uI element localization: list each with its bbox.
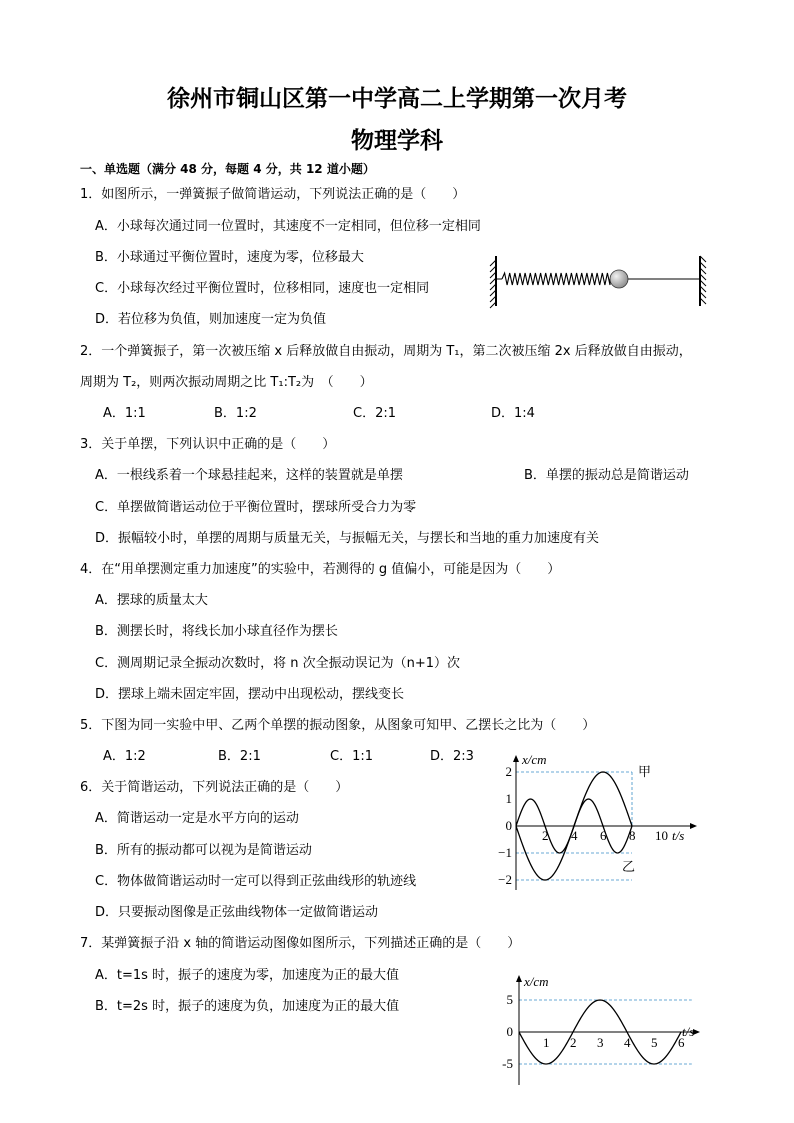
- x-tick-label: 8: [629, 828, 636, 843]
- q2-option-c: C．2:1: [353, 406, 396, 421]
- spring: [496, 273, 610, 285]
- q5-option-d: D．2:3: [430, 749, 474, 764]
- y-tick-label: 2: [505, 764, 512, 779]
- x-tick-label: 5: [651, 1035, 658, 1050]
- q3-option-a: A．一根线系着一个球悬挂起来，这样的装置就是单摆: [95, 468, 403, 483]
- page-title: 徐州市铜山区第一中学高二上学期第一次月考: [167, 85, 627, 112]
- q5-option-a: A．1:2: [103, 749, 146, 764]
- y-axis-label: x/cm: [522, 752, 547, 767]
- question-3-stem: 3．关于单摆，下列认识中正确的是（ ）: [80, 437, 336, 452]
- q6-option-d: D．只要振动图像是正弦曲线物体一定做简谐运动: [95, 905, 379, 920]
- q2-option-d: D．1:4: [491, 406, 535, 421]
- y-tick-label: 0: [506, 1024, 513, 1039]
- q4-option-c: C．测周期记录全振动次数时，将 n 次全振动误记为（n+1）次: [95, 656, 460, 671]
- question-6-stem: 6．关于简谐运动，下列说法正确的是（ ）: [80, 780, 349, 795]
- q4-option-b: B．测摆长时，将线长加小球直径作为摆长: [95, 624, 338, 639]
- q6-option-c: C．物体做简谐运动时一定可以得到正弦曲线形的轨迹线: [95, 874, 417, 889]
- y-tick-label: −2: [498, 872, 512, 887]
- x-tick-label: 4: [571, 828, 578, 843]
- x-tick-label: 3: [597, 1035, 604, 1050]
- left-wall: [490, 256, 496, 308]
- y-tick-label: -5: [502, 1056, 513, 1071]
- pendulum-vibration-chart: [496, 750, 706, 900]
- legend-jia: 甲: [638, 764, 652, 779]
- q6-option-b: B．所有的振动都可以视为是简谐运动: [95, 843, 312, 858]
- y-tick-label: 1: [505, 791, 512, 806]
- ball: [610, 270, 628, 288]
- q7-option-b: B．t=2s 时，振子的速度为负，加速度为正的最大值: [95, 999, 400, 1014]
- legend-yi: 乙: [622, 859, 636, 874]
- q3-option-d: D．振幅较小时，单摆的周期与质量无关，与振幅无关，与摆长和当地的重力加速度有关: [95, 531, 600, 546]
- q7-option-a: A．t=1s 时，振子的速度为零，加速度为正的最大值: [95, 968, 400, 983]
- x-tick-label: 1: [543, 1035, 550, 1050]
- x-axis-label: t/s: [672, 828, 685, 843]
- q1-option-c: C．小球每次经过平衡位置时，位移相同，速度也一定相同: [95, 281, 430, 296]
- x-tick-label: 6: [678, 1035, 685, 1050]
- right-wall: [700, 256, 706, 306]
- q4-option-a: A．摆球的质量太大: [95, 593, 208, 608]
- question-4-stem: 4．在“用单摆测定重力加速度”的实验中，若测得的 g 值偏小，可能是因为（ ）: [80, 562, 561, 577]
- q3-option-b: B．单摆的振动总是简谐运动: [524, 468, 689, 483]
- spring-oscillator-chart: [494, 970, 704, 1088]
- q6-option-a: A．简谐运动一定是水平方向的运动: [95, 811, 299, 826]
- y-axis-label: x/cm: [524, 974, 549, 989]
- question-5-stem: 5．下图为同一实验中甲、乙两个单摆的振动图象，从图象可知甲、乙摆长之比为（ ）: [80, 718, 596, 733]
- y-tick-label: 5: [506, 992, 513, 1007]
- x-tick-label: 2: [542, 828, 549, 843]
- q1-option-d: D．若位移为负值，则加速度一定为负值: [95, 312, 327, 327]
- q5-option-c: C．1:1: [330, 749, 373, 764]
- q2-option-b: B．1:2: [214, 406, 257, 421]
- q4-option-d: D．摆球上端未固定牢固，摆动中出现松动，摆线变长: [95, 687, 405, 702]
- spring-oscillator-figure: [488, 252, 710, 310]
- q2-option-a: A．1:1: [103, 406, 146, 421]
- question-2-stem-line2: 周期为 T₂，则两次振动周期之比 T₁:T₂为 （ ）: [80, 375, 373, 390]
- q5-option-b: B．2:1: [218, 749, 261, 764]
- x-tick-label: 6: [600, 828, 607, 843]
- q3-option-c: C．单摆做简谐运动位于平衡位置时，摆球所受合力为零: [95, 500, 417, 515]
- y-tick-label: 0: [505, 818, 512, 833]
- question-2-stem-line1: 2．一个弹簧振子，第一次被压缩 x 后释放做自由振动，周期为 T₁，第二次被压缩 2x 后释放做自由振动，: [80, 344, 692, 359]
- page-subtitle: 物理学科: [351, 127, 443, 154]
- question-1-stem: 1．如图所示，一弹簧振子做简谐运动，下列说法正确的是（ ）: [80, 187, 466, 202]
- x-tick-label: 4: [624, 1035, 631, 1050]
- section-heading: 一、单选题（满分 48 分，每题 4 分，共 12 道小题）: [80, 162, 375, 176]
- q1-option-b: B．小球通过平衡位置时，速度为零，位移最大: [95, 250, 364, 265]
- x-tick-label: 10: [655, 828, 668, 843]
- question-7-stem: 7．某弹簧振子沿 x 轴的简谐运动图像如图所示，下列描述正确的是（ ）: [80, 936, 521, 951]
- y-tick-label: −1: [498, 845, 512, 860]
- q1-option-a: A．小球每次通过同一位置时，其速度不一定相同，但位移一定相同: [95, 219, 481, 234]
- x-axis-label: t/s: [682, 1024, 695, 1039]
- x-tick-label: 2: [570, 1035, 577, 1050]
